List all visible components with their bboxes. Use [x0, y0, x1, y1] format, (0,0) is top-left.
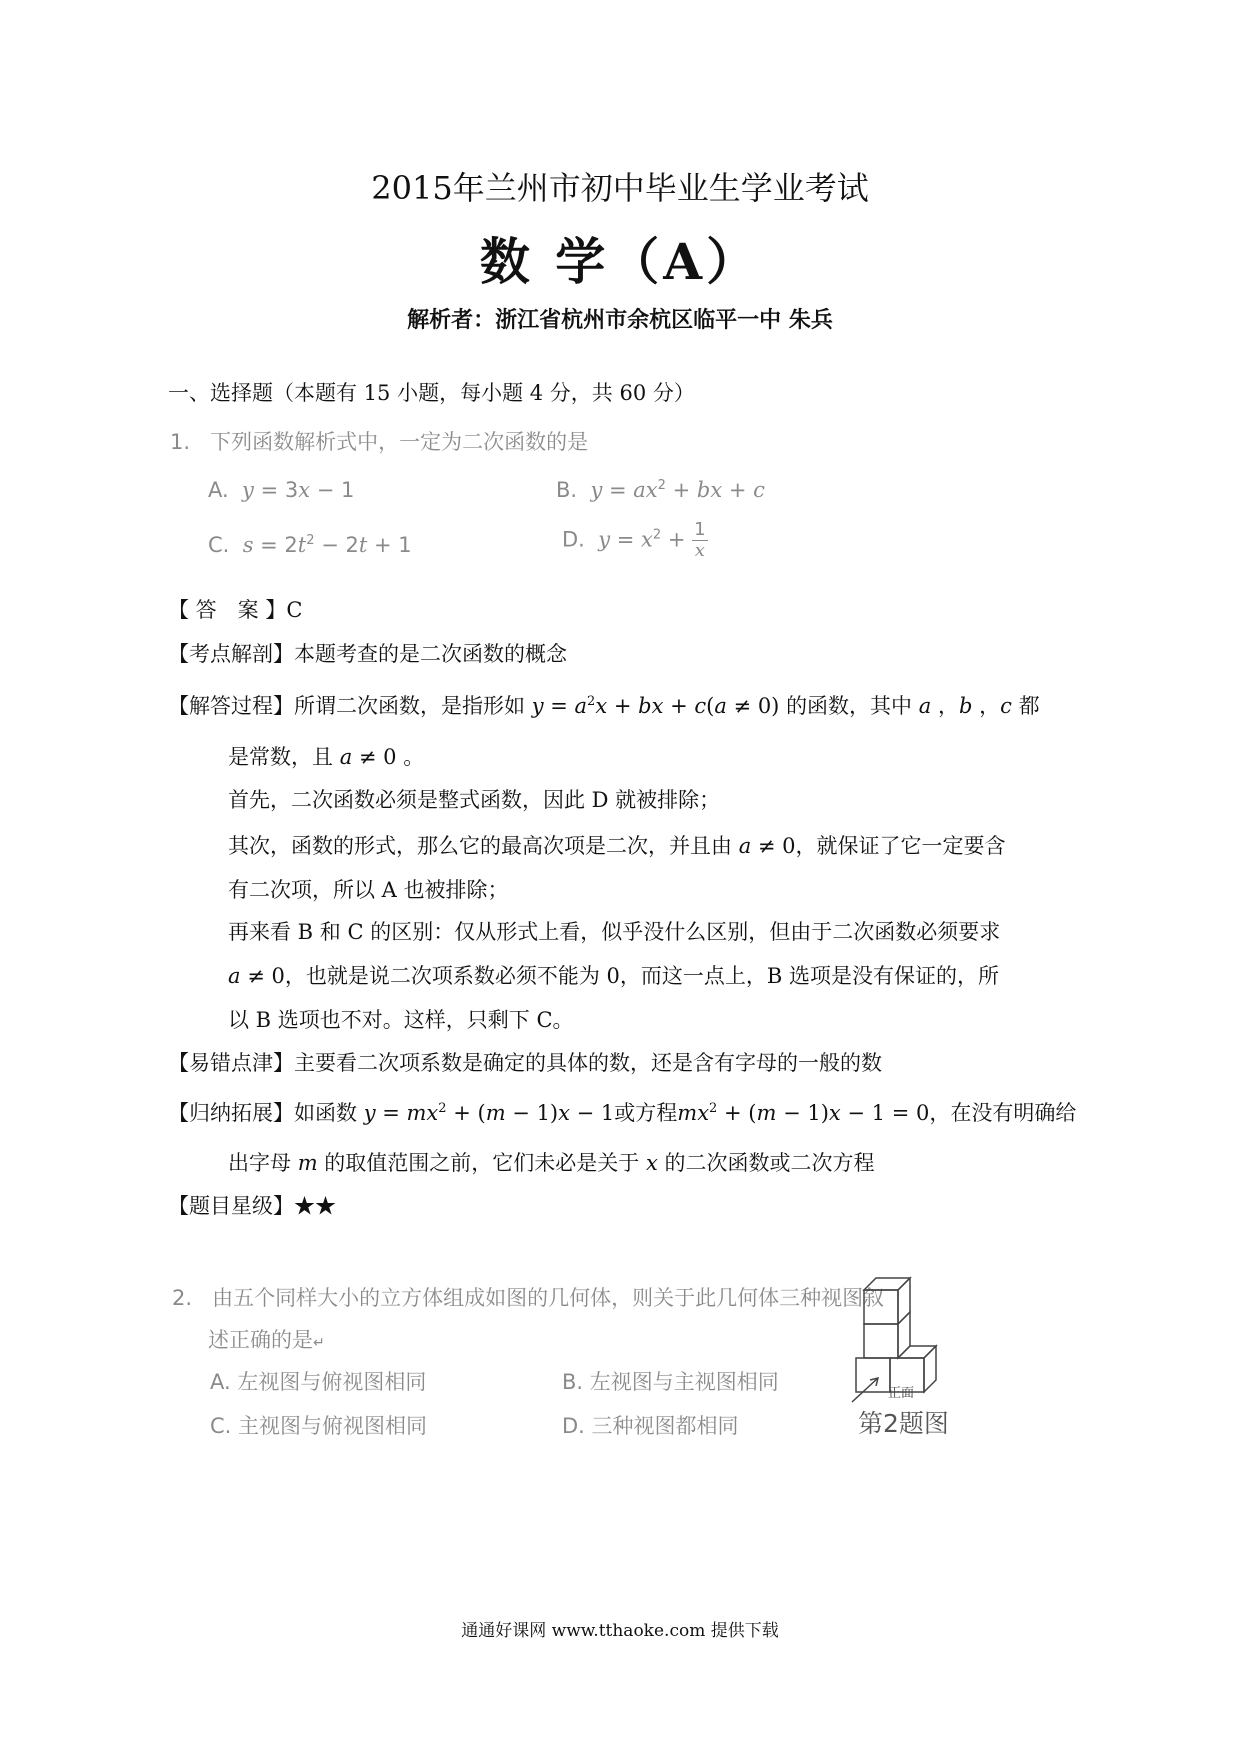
q2-option-c: C. 主视图与俯视图相同 [210, 1414, 428, 1438]
q1-guina-line-2: 出字母 m 的取值范围之前，它们未必是关于 x 的二次函数或二次方程 [228, 1151, 875, 1175]
star-rating: ★★ [294, 1194, 336, 1218]
answer-tag: 【 答 案 】 [168, 598, 287, 622]
figure-caption: 第2题图 [858, 1409, 949, 1438]
q2-option-a: A. 左视图与俯视图相同 [210, 1370, 427, 1394]
q2-stem-text: 述正确的是 [208, 1328, 313, 1352]
guina-text: 如函数 [294, 1101, 357, 1125]
q2-stem-text: 由五个同样大小的立方体组成如图的几何体，则关于此几何体三种视图叙 [212, 1286, 885, 1310]
option-label: D. [562, 527, 585, 552]
author-line: 解析者：浙江省杭州市余杭区临平一中 朱兵 [407, 308, 833, 333]
yicuo-text: 主要看二次项系数是确定的具体的数，还是含有字母的一般的数 [294, 1051, 882, 1075]
exam-title: 2015年兰州市初中毕业生学业考试 [371, 169, 869, 207]
q2-stem-line-1 [172, 1282, 884, 1312]
q1-star [168, 1190, 336, 1220]
process-text: 是常数，且 [228, 745, 333, 769]
q1-guina-line-1: 【归纳拓展】如函数 $y = mx^2 + (m - 1)x - 1$或方程$mx^2 + (m - 1)x - 1 = 0$，在没有明确给 [168, 1101, 1077, 1125]
q1-stem-text: 下列函数解析式中，一定为二次函数的是 [210, 430, 589, 454]
q1-option-d: D. $y = x^2$ + $\frac{1}{x}$ [562, 519, 706, 561]
process-text: 其次，函数的形式，那么它的最高次项是二次，并且由 [228, 834, 732, 858]
guina-text: ，在没有明确给 [929, 1101, 1077, 1125]
option-label: A. [208, 478, 229, 502]
q2-number: 2. [172, 1286, 193, 1310]
q1-process-line-6: 再来看 B 和 C 的区别：仅从形式上看，似乎没什么区别，但由于二次函数必须要求 [228, 920, 1001, 944]
guina-text: 的取值范围之前，它们未必是关于 [324, 1151, 640, 1175]
q1-option-b: B. $y = ax^2$ + bx + c [556, 478, 765, 502]
cube-side [924, 1346, 936, 1392]
process-text: 都 [1018, 694, 1040, 718]
q2-stem-line-2: 述正确的是↵ [208, 1328, 325, 1352]
section-heading: 一、选择题（本题有 15 小题，每小题 4 分，共 60 分） [168, 381, 695, 405]
option-label: C. [208, 533, 230, 557]
process-text: 所谓二次函数，是指形如 [294, 694, 525, 718]
q1-number: 1. [170, 430, 191, 454]
process-tag: 【解答过程】 [168, 694, 294, 718]
q1-yicuo [168, 1047, 882, 1077]
process-text: 的函数，其中 [786, 694, 913, 718]
guina-text: 或方程 [614, 1101, 678, 1125]
cube-face [864, 1324, 898, 1358]
q1-process-line-7: a ≠ 0，也就是说二次项系数必须不能为 0，而这一点上，B 选项是没有保证的，所 [228, 964, 999, 988]
kaodian-tag: 【考点解剖】 [168, 642, 294, 666]
kaodian-text: 本题考查的是二次函数的概念 [294, 642, 567, 666]
option-label: B. [556, 478, 578, 502]
answer-value: C [286, 598, 303, 622]
q2-option-b: B. 左视图与主视图相同 [562, 1370, 779, 1394]
yicuo-tag: 【易错点津】 [168, 1051, 294, 1075]
guina-text: 出字母 [228, 1151, 291, 1175]
q1-answer [168, 594, 302, 624]
q1-kaodian [168, 638, 567, 668]
footer-text: 通通好课网 www.tthaoke.com 提供下载 [461, 1621, 779, 1641]
q1-process-line-3: 首先，二次函数必须是整式函数，因此 D 就被排除； [228, 788, 721, 812]
subject-title: 数 学（A） [479, 232, 761, 291]
figure-front-label: 正面 [888, 1386, 915, 1401]
q1-process-line-8: 以 B 选项也不对。这样，只剩下 C。 [228, 1008, 574, 1032]
star-tag: 【题目星级】 [168, 1194, 294, 1218]
guina-text: 的二次函数或二次方程 [664, 1151, 875, 1175]
q1-stem [170, 426, 588, 456]
q1-process-line-4: 其次，函数的形式，那么它的最高次项是二次，并且由 a ≠ 0，就保证了它一定要含 [228, 834, 1006, 858]
q1-process-line-2: 是常数，且 a ≠ 0 。 [228, 745, 425, 769]
process-text: ，就保证了它一定要含 [795, 834, 1006, 858]
process-text: ，也就是说二次项系数必须不能为 0，而这一点上，B 选项是没有保证的，所 [284, 964, 999, 988]
cube-face [856, 1358, 890, 1392]
guina-tag: 【归纳拓展】 [168, 1101, 294, 1125]
q2-option-d: D. 三种视图都相同 [562, 1414, 739, 1438]
q1-process-line-1: 【解答过程】所谓二次函数，是指形如 $y = a^2x$ + bx + c(a ≠ 0) 的函数，其中 a ，b ，c 都 [168, 694, 1040, 718]
q1-option-c: C. $s = 2t^2 - 2t + 1$ [208, 533, 412, 557]
cube-face [864, 1290, 898, 1324]
q1-process-line-5: 有二次项，所以 A 也被排除； [228, 878, 509, 902]
q1-option-a: A. y = 3x − 1 [208, 478, 355, 502]
